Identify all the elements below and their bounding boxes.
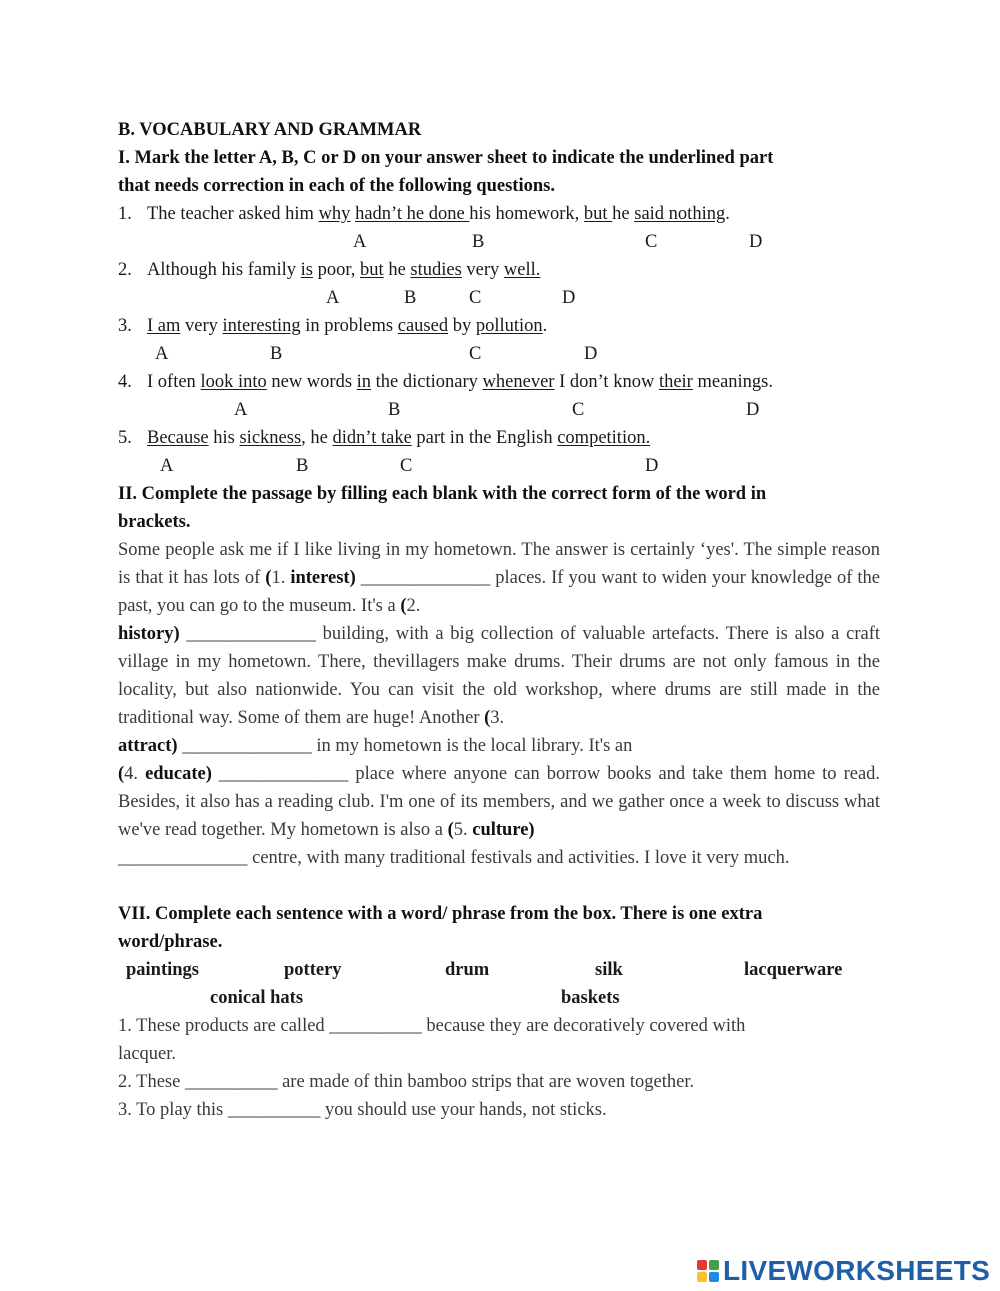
passage-text: centre, with many traditional festivals and activities. I love it very much.	[252, 848, 790, 868]
question-text: .	[725, 204, 730, 224]
passage-text: place where anyone can borrow books and take them home to read. Besides, it also has a reading club. I'm one of its members, and we gather once a week to discuss what we've read together. My hometown is also a	[118, 764, 881, 840]
question-text: very	[180, 316, 223, 336]
option-a-underlined[interactable]: I am	[147, 316, 181, 336]
question-text: he	[612, 204, 635, 224]
option-a-underlined[interactable]: why	[318, 204, 351, 224]
part2-instruction-line2: brackets.	[118, 512, 191, 532]
blank-4-word: educate)	[145, 764, 212, 784]
word-option: silk	[595, 960, 623, 980]
spacer	[118, 872, 880, 900]
blank-1-number: 1.	[271, 568, 291, 588]
question-number: 1.	[118, 204, 132, 224]
question-text: by	[448, 316, 476, 336]
blank-3-input[interactable]: ______________	[177, 736, 317, 756]
question-text: he	[383, 260, 411, 280]
letter-b: B	[404, 288, 417, 308]
word-option: conical hats	[210, 988, 304, 1008]
logo-text: LIVEWORKSHEETS	[723, 1255, 991, 1286]
letter-a: A	[234, 400, 248, 420]
question-text: The teacher asked him	[147, 204, 319, 224]
option-d-underlined[interactable]: well.	[503, 260, 541, 280]
option-a-underlined[interactable]: is	[300, 260, 313, 280]
part1-instruction-line1: I. Mark the letter A, B, C or D on your answer sheet to indicate the underlined part	[118, 148, 774, 168]
word-option: drum	[445, 960, 490, 980]
word-option: paintings	[126, 960, 200, 980]
option-b-underlined[interactable]: interesting	[222, 316, 301, 336]
question-text: part in the English	[411, 428, 558, 448]
question-text: I often	[147, 372, 201, 392]
question-5-letters	[118, 452, 880, 480]
letter-c: C	[572, 400, 585, 420]
option-b-underlined[interactable]: hadn’t he done	[355, 204, 470, 224]
question-4	[118, 368, 880, 396]
blank-4-bracket: (	[118, 764, 125, 784]
word-option: pottery	[284, 960, 342, 980]
question-number: 2.	[118, 260, 132, 280]
option-b-underlined[interactable]: sickness	[239, 428, 302, 448]
liveworksheets-logo	[697, 1254, 990, 1288]
question-text: his homework,	[469, 204, 584, 224]
logo-square-icon	[697, 1272, 707, 1282]
question-text: , he	[301, 428, 333, 448]
sentence-3: 3. To play this __________ you should use your hands, not sticks.	[118, 1100, 607, 1120]
blank-2-bracket: (	[400, 596, 407, 616]
blank-5-input[interactable]: ______________	[118, 848, 253, 868]
letter-b: B	[388, 400, 401, 420]
question-text: new words	[266, 372, 357, 392]
letter-b: B	[270, 344, 283, 364]
part1-instruction-line2: that needs correction in each of the following questions.	[118, 176, 555, 196]
question-number: 5.	[118, 428, 132, 448]
reading-passage	[118, 536, 880, 872]
blank-1-input[interactable]: ______________	[355, 568, 496, 588]
letter-d: D	[746, 400, 760, 420]
option-c-underlined[interactable]: caused	[397, 316, 449, 336]
word-option: baskets	[561, 988, 620, 1008]
question-text: Although his family	[147, 260, 301, 280]
blank-5-bracket: (	[447, 820, 454, 840]
question-number: 4.	[118, 372, 132, 392]
blank-2-input[interactable]: ______________	[179, 624, 323, 644]
logo-square-icon	[709, 1272, 719, 1282]
option-c-underlined[interactable]: whenever	[482, 372, 555, 392]
question-text: in problems	[300, 316, 398, 336]
section-title: B. VOCABULARY AND GRAMMAR	[118, 120, 422, 140]
letter-a: A	[160, 456, 174, 476]
sentence-1: 1. These products are called __________ because they are decoratively covered with	[118, 1016, 746, 1036]
blank-3-bracket: (	[484, 708, 491, 728]
letter-c: C	[469, 344, 482, 364]
letter-d: D	[584, 344, 598, 364]
question-text: very	[461, 260, 504, 280]
question-text: the dictionary	[371, 372, 483, 392]
option-d-underlined[interactable]: pollution	[475, 316, 543, 336]
letter-a: A	[326, 288, 340, 308]
worksheet-page	[118, 116, 880, 1124]
option-c-underlined[interactable]: but	[583, 204, 613, 224]
sentence-1-continued: lacquer.	[118, 1044, 177, 1064]
option-b-underlined[interactable]: but	[360, 260, 384, 280]
question-text: his	[208, 428, 240, 448]
question-2-letters	[118, 284, 880, 312]
logo-grid-icon	[697, 1260, 719, 1282]
sentence-2: 2. These __________ are made of thin bamboo strips that are woven together.	[118, 1072, 695, 1092]
question-text: meanings.	[692, 372, 773, 392]
option-a-underlined[interactable]: Because	[147, 428, 209, 448]
option-d-underlined[interactable]: their	[658, 372, 693, 392]
blank-3-word: attract)	[118, 736, 178, 756]
blank-5-word: culture)	[472, 820, 535, 840]
letter-d: D	[562, 288, 576, 308]
letter-c: C	[645, 232, 658, 252]
blank-2-word: history)	[118, 624, 180, 644]
letter-c: C	[400, 456, 413, 476]
part2-instruction-line1: II. Complete the passage by filling each blank with the correct form of the word in	[118, 484, 767, 504]
question-text: I don’t know	[554, 372, 659, 392]
logo-square-icon	[709, 1260, 719, 1270]
passage-text: in my hometown is the local library. It's an	[316, 736, 633, 756]
option-c-underlined[interactable]: didn’t take	[332, 428, 412, 448]
letter-c: C	[469, 288, 482, 308]
question-text: .	[542, 316, 548, 336]
blank-2-number: 2.	[406, 596, 421, 616]
option-a-underlined[interactable]: look into	[200, 372, 267, 392]
option-c-underlined[interactable]: studies	[410, 260, 462, 280]
option-d-underlined[interactable]: competition.	[557, 428, 651, 448]
word-box	[118, 956, 880, 1012]
part3-instruction-line2: word/phrase.	[118, 932, 223, 952]
passage-text: building, with a big collection of valuable artefacts. There is also a craft village in my hometown. There, thevillagers make drums. Their drums are not only famous in the locality, but also nationwide. You can visit the old workshop, where drums are still made in the traditional way. Some of them are huge! Another	[118, 624, 881, 728]
logo-square-icon	[697, 1260, 707, 1270]
question-3	[118, 312, 880, 340]
letter-b: B	[296, 456, 309, 476]
letter-b: B	[472, 232, 485, 252]
blank-4-number: 4.	[124, 764, 146, 784]
letter-d: D	[749, 232, 763, 252]
passage-text: places. If you want to widen your knowledge of the past, you can go to the museum. It's a	[118, 568, 880, 616]
question-3-letters	[118, 340, 880, 368]
passage-text: Some people ask me if I like living in my hometown. The answer is certainly ‘yes'. The simple reason is that it has lots of	[118, 540, 880, 588]
part3-instruction-line1: VII. Complete each sentence with a word/ phrase from the box. There is one extra	[118, 904, 763, 924]
question-5	[118, 424, 880, 452]
blank-5-number: 5.	[453, 820, 473, 840]
letter-a: A	[155, 344, 169, 364]
question-4-letters	[118, 396, 880, 424]
question-1	[118, 200, 880, 228]
question-1-letters	[118, 228, 880, 256]
letter-a: A	[353, 232, 367, 252]
letter-d: D	[645, 456, 659, 476]
option-d-underlined[interactable]: said nothing	[634, 204, 726, 224]
question-text: poor,	[313, 260, 361, 280]
blank-1-word: interest)	[290, 568, 356, 588]
blank-1-bracket: (	[265, 568, 272, 588]
question-number: 3.	[118, 316, 132, 336]
question-2	[118, 256, 880, 284]
blank-4-input[interactable]: ______________	[211, 764, 356, 784]
word-option: lacquerware	[744, 960, 843, 980]
option-b-underlined[interactable]: in	[356, 372, 372, 392]
blank-3-number: 3.	[490, 708, 505, 728]
